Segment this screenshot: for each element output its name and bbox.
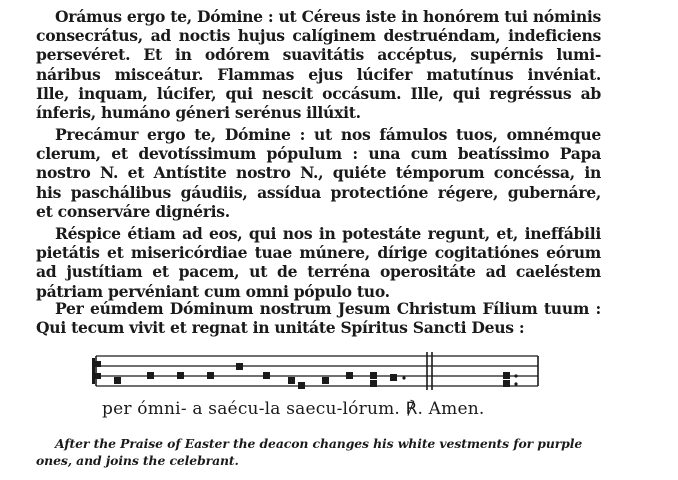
- double-bar-icon: [427, 352, 432, 390]
- text-line: ínferis, humáno géneri serénus illúxit.: [36, 103, 361, 123]
- chant-lyrics: per ómni- a saécu-la saecu-lórum. ℟. Amen.: [102, 399, 485, 419]
- neume: [346, 372, 353, 379]
- text-line: his paschálibus gáudiis, assídua protectióne régere, gubernáre,: [36, 182, 601, 202]
- text-line: Per eúmdem Dóminum nostrum Jesum Christum Fílium tuum :: [55, 299, 601, 318]
- text-line: pietátis et misericórdiae tuae múnere, dírige cogitatiónes eórum: [36, 243, 601, 263]
- prayer-paragraph-1: [36, 7, 601, 122]
- prayer-conclusion: [36, 299, 601, 337]
- text-line: Orámus ergo te, Dómine : ut Céreus iste in honórem tui nóminis: [55, 7, 601, 26]
- text-line: Réspice étiam ad eos, qui nos in potestáte regunt, et, ineffábili: [55, 224, 601, 243]
- text-line: Precámur ergo te, Dómine : ut nos fámulos tuos, omnémque: [55, 125, 601, 144]
- neume: [370, 380, 377, 387]
- rubric: [36, 436, 601, 469]
- text-line: et conserváre dignéris.: [36, 201, 230, 221]
- neume: [288, 377, 295, 384]
- neume: [503, 380, 510, 387]
- text-line: clerum, et devotíssimum pópulum : una cum beatíssimo Papa: [36, 144, 601, 164]
- neume: [503, 372, 510, 379]
- neume: [298, 382, 305, 389]
- text-line: náribus misceátur. Flammas ejus lúcifer matutínus invéniat.: [36, 64, 601, 84]
- mora-dot: [402, 376, 405, 379]
- neume: [322, 377, 329, 384]
- rubric-line: ones, and joins the celebrant.: [36, 452, 239, 468]
- neume: [236, 363, 243, 370]
- neume: [177, 372, 184, 379]
- prayer-paragraph-2: [36, 125, 601, 221]
- text-line: Ille, inquam, lúcifer, qui nescit occásum. Ille, qui regréssus ab: [36, 83, 601, 103]
- text-line: consecrátus, ad noctis hujus calíginem destruéndam, indeficiens: [36, 26, 601, 46]
- neume: [370, 372, 377, 379]
- staff-lines: [96, 356, 538, 386]
- neume: [263, 372, 270, 379]
- rubric-line: After the Praise of Easter the deacon changes his white vestments for purple: [55, 436, 583, 451]
- mora-dot: [514, 382, 517, 385]
- text-line: Qui tecum vivit et regnat in unitáte Spíritus Sancti Deus :: [36, 318, 525, 338]
- neume: [390, 374, 397, 381]
- chant-staff: [92, 352, 552, 398]
- text-line: persevéret. Et in odórem suavitátis accéptus, supérnis lumi-: [36, 45, 601, 65]
- mora-dot: [514, 374, 517, 377]
- neume: [147, 372, 154, 379]
- neume: [114, 377, 121, 384]
- text-line: nostro N. et Antístite nostro N., quiéte témporum concéssa, in: [36, 163, 601, 183]
- text-line: pátriam pervéniant cum omni pópulo tuo.: [36, 281, 390, 301]
- neume: [207, 372, 214, 379]
- text-line: ad justítiam et pacem, ut de terréna operositáte ad caeléstem: [36, 262, 601, 282]
- prayer-paragraph-3: [36, 224, 601, 301]
